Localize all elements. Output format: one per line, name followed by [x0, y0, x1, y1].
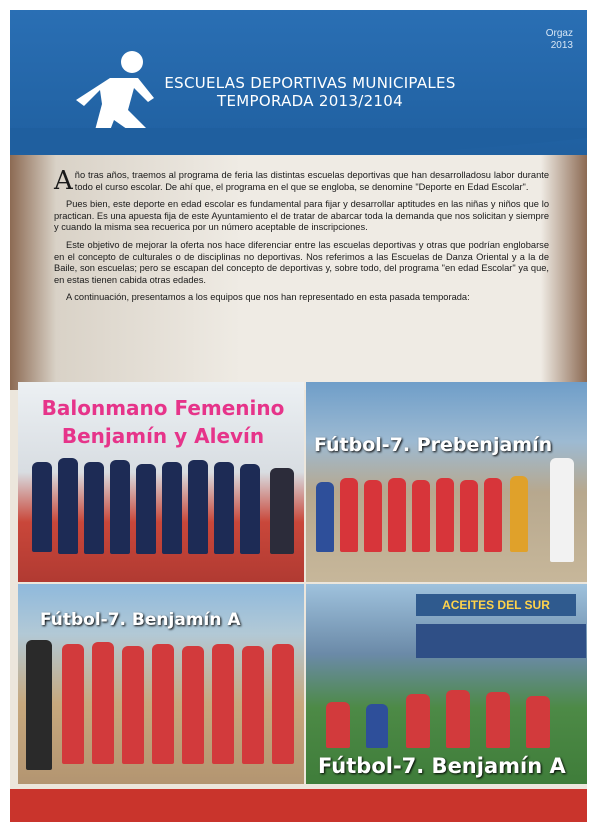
caption-prebenjamin: Fútbol-7. Prebenjamín [314, 434, 553, 456]
footer-bar [10, 789, 587, 822]
paragraph-1 [54, 166, 549, 196]
caption-balonmano-line-1: Balonmano Femenino [41, 396, 285, 420]
article-text [54, 166, 549, 310]
paragraph-2: Pues bien, este deporte en edad escolar es fundamental para fijar y desarrollar aptitudes en las niñas y niños que lo practican. Es una apuesta fija de este Ayuntamiento el de tratar de abarcar toda la demanda que nos solicitan y siempre y cuando la misma sea recuerica por un número aceptable de inscripciones. [54, 199, 549, 233]
caption-balonmano-line-2: Benjamín y Alevín [61, 424, 265, 448]
caption-balonmano [38, 394, 288, 450]
corner-town: Orgaz [545, 28, 573, 39]
page-title [160, 74, 460, 110]
paragraph-1-text: ño tras años, traemos al programa de feria las distintas escuelas deportivas que han desarrolladosu labor durante todo el curso escolar. De ahí que, el programa en el que se engloba, se denomine "Deporte en Edad Escolar". [74, 170, 549, 192]
drop-cap: A [54, 166, 73, 196]
team-photo-benjamin-a-1 [18, 584, 304, 784]
caption-benjamin-a-2: Fútbol-7. Benjamín A [318, 754, 566, 778]
paragraph-4: A continuación, presentamos a los equipos que nos han representado en esta pasada temporada: [66, 292, 470, 303]
caption-benjamin-a-1: Fútbol-7. Benjamín A [40, 610, 241, 630]
grandstand [416, 624, 586, 658]
team-photo-balonmano [18, 382, 304, 582]
team-photo-prebenjamin [306, 382, 587, 582]
corner-year: 2013 [550, 40, 573, 51]
title-line-2: TEMPORADA 2013/2104 [217, 92, 403, 110]
stadium-sign: ACEITES DEL SUR [416, 594, 576, 616]
title-line-1: ESCUELAS DEPORTIVAS MUNICIPALES [164, 74, 456, 92]
corner-label [546, 28, 573, 52]
team-photo-benjamin-a-2 [306, 584, 587, 784]
paragraph-3: Este objetivo de mejorar la oferta nos hace diferenciar entre las escuelas deportivas y otras que podrían englobarse en el concepto de culturales o de disciplinas no deportivas. Nos referimos a las Escuelas de Danza Oriental y a la de Baile, son escuelas; pero se escapan del concepto de deportivas y, sobre todo, del programa "en edad Escolar" ya que, en estas tienen cabida otras edades. [54, 239, 549, 285]
page [10, 10, 587, 822]
